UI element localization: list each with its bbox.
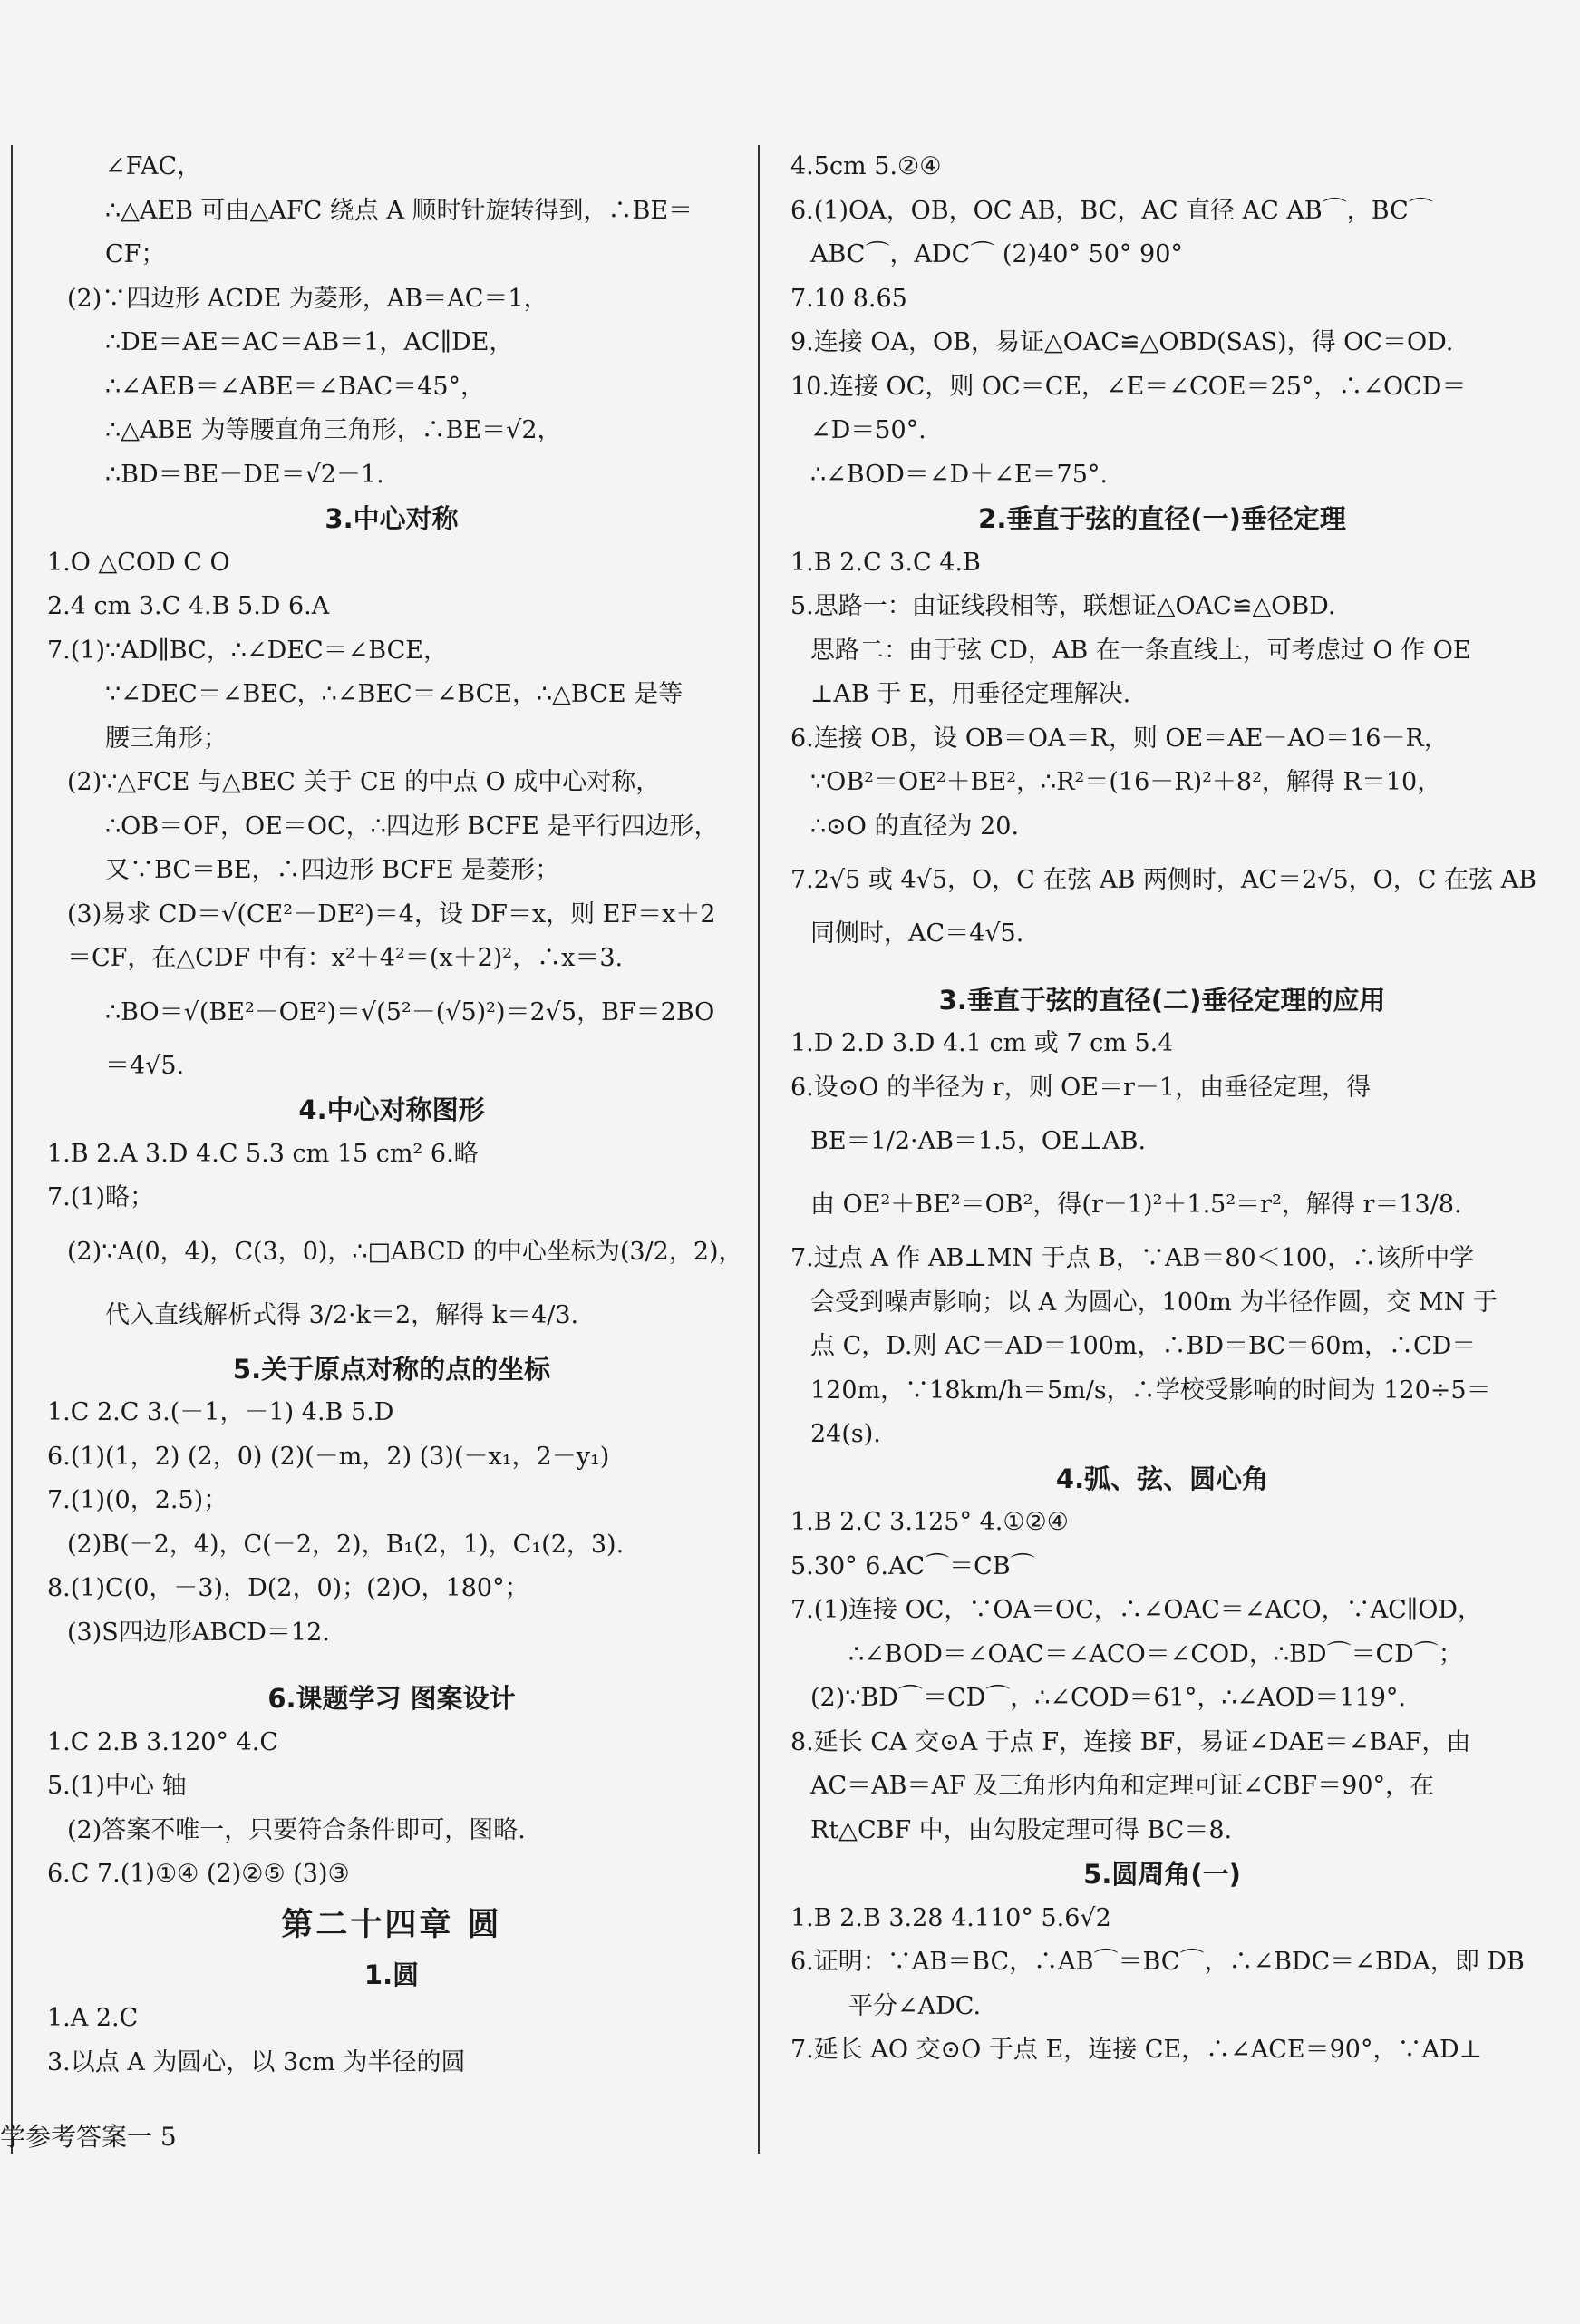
answer-line: 1.D 2.D 3.D 4.1 cm 或 7 cm 5.4 <box>790 1029 1174 1057</box>
section-heading: 4.中心对称图形 <box>298 1094 485 1125</box>
answer-line: 1.C 2.B 3.120° 4.C <box>47 1727 278 1756</box>
answer-line: (2)答案不唯一，只要符合条件即可，图略. <box>67 1815 526 1844</box>
answer-line: 8.(1)C(0，－3)，D(2，0)；(2)O，180°； <box>47 1574 529 1602</box>
answer-line <box>790 957 1534 978</box>
answer-line: ＝4√5. <box>105 1051 185 1080</box>
answer-line: 6.(1)(1，2) (2，0) (2)(－m，2) (3)(－x₁，2－y₁) <box>47 1442 610 1471</box>
answer-line: 平分∠ADC. <box>848 1991 982 2020</box>
answer-line: (2)∵BD⌒＝CD⌒，∴∠COD＝61°，∴∠AOD＝119°. <box>810 1684 1407 1712</box>
answer-line: ABC⌒，ADC⌒ (2)40° 50° 90° <box>810 240 1183 268</box>
answer-line: 6.设⊙O 的半径为 r，则 OE＝r－1，由垂径定理，得 <box>790 1073 1372 1102</box>
answer-line: 1.B 2.C 3.125° 4.①②④ <box>790 1508 1069 1536</box>
answer-line: 9.连接 OA，OB，易证△OAC≌△OBD(SAS)，得 OC＝OD. <box>790 328 1454 356</box>
answer-line: 腰三角形； <box>105 724 228 753</box>
answer-line: ∴△ABE 为等腰直角三角形，∴BE＝√2， <box>105 416 562 444</box>
answer-line: ⊥AB 于 E，用垂径定理解决. <box>810 680 1131 708</box>
answer-line: (2)∵△FCE 与△BEC 关于 CE 的中点 O 成中心对称， <box>67 768 661 796</box>
answer-line: 又∵BC＝BE，∴四边形 BCFE 是菱形； <box>105 856 560 884</box>
answer-line: 由 OE²＋BE²＝OB²，得(r－1)²＋1.5²＝r²，解得 r＝13/8. <box>810 1191 1462 1219</box>
answer-line: ∴DE＝AE＝AC＝AB＝1，AC∥DE， <box>105 328 514 356</box>
answer-line: (3)S四边形ABCD＝12. <box>67 1618 330 1647</box>
section-heading: 第二十四章 圆 <box>281 1906 502 1943</box>
page-footer: 学参考答案一 5 <box>0 2122 177 2152</box>
answer-line: 24(s). <box>810 1420 881 1448</box>
answer-line: 1.B 2.B 3.28 4.110° 5.6√2 <box>790 1903 1111 1932</box>
answer-line: (2)∵A(0，4)，C(3，0)，∴□ABCD 的中心坐标为(3/2，2)， <box>67 1237 743 1266</box>
answer-line: CF； <box>105 240 166 268</box>
answer-line: BE＝1/2·AB＝1.5，OE⊥AB. <box>810 1127 1147 1155</box>
section-heading: 3.垂直于弦的直径(二)垂径定理的应用 <box>938 984 1386 1016</box>
answer-line: 7.(1)∵AD∥BC，∴∠DEC＝∠BCE， <box>47 636 448 665</box>
section-heading: 5.圆周角(一) <box>1083 1859 1241 1890</box>
answer-line: 6.(1)OA，OB，OC AB，BC，AC 直径 AC AB⌒，BC⌒ <box>790 196 1433 225</box>
answer-line: 7.(1)连接 OC，∵OA＝OC，∴∠OAC＝∠ACO，∵AC∥OD， <box>790 1596 1483 1624</box>
section-heading: 1.圆 <box>363 1959 420 1990</box>
answer-line: ∵∠DEC＝∠BEC，∴∠BEC＝∠BCE，∴△BCE 是等 <box>105 680 683 708</box>
answer-line: ∴BD＝BE－DE＝√2－1. <box>105 460 384 489</box>
section-heading: 5.关于原点对称的点的坐标 <box>232 1353 551 1385</box>
section-heading: 6.课题学习 图案设计 <box>267 1683 516 1714</box>
answer-line: 7.2√5 或 4√5，O，C 在弦 AB 两侧时，AC＝2√5，O，C 在弦 AB <box>790 866 1536 894</box>
answer-line: ∵OB²＝OE²＋BE²，∴R²＝(16－R)²＋8²，解得 R＝10， <box>810 768 1442 796</box>
answer-line: 6.证明：∵AB＝BC，∴AB⌒＝BC⌒，∴∠BDC＝∠BDA，即 DB <box>790 1948 1525 1976</box>
answer-line: ∠D＝50°. <box>810 416 926 444</box>
column-divider <box>758 145 760 2154</box>
answer-line: ∴∠AEB＝∠ABE＝∠BAC＝45°， <box>105 372 486 401</box>
left-column <box>47 145 743 2085</box>
answer-line: 1.C 2.C 3.(－1，－1) 4.B 5.D <box>47 1398 394 1426</box>
answer-line: 5.(1)中心 轴 <box>47 1772 187 1800</box>
section-heading: 4.弧、弦、圆心角 <box>1055 1463 1269 1494</box>
answer-line: 6.C 7.(1)①④ (2)②⑤ (3)③ <box>47 1860 350 1888</box>
answer-line: 1.O △COD C O <box>47 548 230 577</box>
answer-line: 4.5cm 5.②④ <box>790 152 942 180</box>
answer-line: 7.延长 AO 交⊙O 于点 E，连接 CE，∴∠ACE＝90°，∵AD⊥ <box>790 2036 1483 2064</box>
answer-line: 1.A 2.C <box>47 2004 139 2032</box>
answer-line: ∠FAC， <box>105 152 202 180</box>
answer-line: 1.B 2.A 3.D 4.C 5.3 cm 15 cm² 6.略 <box>47 1139 479 1168</box>
section-heading: 2.垂直于弦的直径(一)垂径定理 <box>978 503 1346 534</box>
answer-line: ∴△AEB 可由△AFC 绕点 A 顺时针旋转得到，∴BE＝ <box>105 196 693 225</box>
answer-line: ∴⊙O 的直径为 20. <box>810 812 1020 841</box>
answer-line: Rt△CBF 中，由勾股定理可得 BC＝8. <box>810 1815 1233 1844</box>
left-margin-rule <box>11 145 13 2154</box>
answer-line: 6.连接 OB，设 OB＝OA＝R，则 OE＝AE－AO＝16－R， <box>790 724 1449 753</box>
answer-line: 120m，∵18km/h＝5m/s，∴学校受影响的时间为 120÷5＝ <box>810 1376 1491 1405</box>
answer-line: 2.4 cm 3.C 4.B 5.D 6.A <box>47 592 330 620</box>
answer-line: ∴∠BOD＝∠D＋∠E＝75°. <box>810 460 1108 489</box>
right-column <box>790 145 1534 2073</box>
answer-line: 点 C，D.则 AC＝AD＝100m，∴BD＝BC＝60m，∴CD＝ <box>810 1332 1477 1360</box>
answer-line: 7.(1)略； <box>47 1183 155 1211</box>
answer-line: ∴BO＝√(BE²－OE²)＝√(5²－(√5)²)＝2√5，BF＝2BO <box>105 997 715 1026</box>
answer-line: 会受到噪声影响；以 A 为圆心，100m 为半径作圆，交 MN 于 <box>810 1288 1498 1317</box>
answer-line: 7.(1)(0，2.5)； <box>47 1486 228 1514</box>
answer-line: 思路二：由于弦 CD，AB 在一条直线上，可考虑过 O 作 OE <box>810 636 1471 665</box>
answer-line: (2)B(－2，4)，C(－2，2)，B₁(2，1)，C₁(2，3). <box>67 1530 625 1559</box>
answer-line: ∴OB＝OF，OE＝OC，∴四边形 BCFE 是平行四边形， <box>105 812 719 841</box>
answer-line: 7.10 8.65 <box>790 284 907 313</box>
answer-line: 3.以点 A 为圆心，以 3cm 为半径的圆 <box>47 2047 466 2076</box>
answer-line: 8.延长 CA 交⊙A 于点 F，连接 BF，易证∠DAE＝∠BAF，由 <box>790 1727 1471 1756</box>
answer-line: (3)易求 CD＝√(CE²－DE²)＝4，设 DF＝x，则 EF＝x＋2 <box>67 899 716 929</box>
answer-line: (2)∵四边形 ACDE 为菱形，AB＝AC＝1， <box>67 284 548 313</box>
section-heading: 3.中心对称 <box>325 503 459 534</box>
answer-line: 同侧时，AC＝4√5. <box>810 919 1024 948</box>
answer-line: 代入直线解析式得 3/2·k＝2，解得 k＝4/3. <box>105 1300 579 1329</box>
answer-line <box>47 1655 736 1677</box>
answer-line: ∴∠BOD＝∠OAC＝∠ACO＝∠COD，∴BD⌒＝CD⌒； <box>848 1639 1463 1668</box>
answer-line: 10.连接 OC，则 OC＝CE，∠E＝∠COE＝25°，∴∠OCD＝ <box>790 372 1467 401</box>
answer-line: AC＝AB＝AF 及三角形内角和定理可证∠CBF＝90°，在 <box>810 1772 1435 1800</box>
answer-line: 5.思路一：由证线段相等，联想证△OAC≌△OBD. <box>790 592 1336 620</box>
answer-line: 7.过点 A 作 AB⊥MN 于点 B，∵AB＝80＜100，∴该所中学 <box>790 1244 1475 1272</box>
answer-line: ＝CF，在△CDF 中有：x²＋4²＝(x＋2)²，∴x＝3. <box>67 944 624 972</box>
answer-line: 5.30° 6.AC⌒＝CB⌒ <box>790 1551 1035 1580</box>
answer-line: 1.B 2.C 3.C 4.B <box>790 548 981 577</box>
